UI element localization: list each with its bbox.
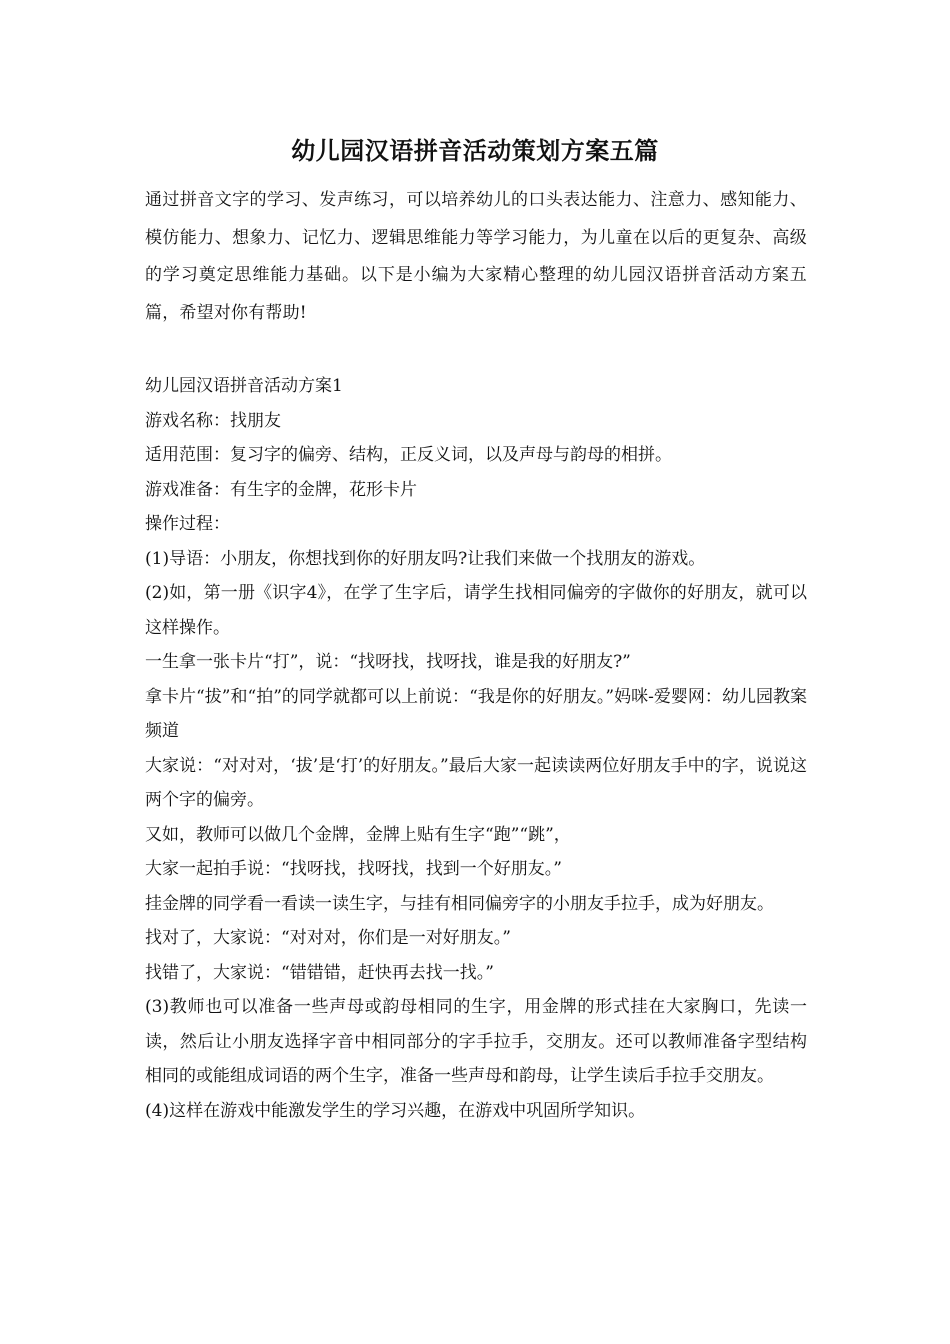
paragraph: 又如，教师可以做几个金牌，金牌上贴有生字“跑”“跳”，: [145, 824, 571, 845]
intro-paragraph: 通过拼音文字的学习、发声练习，可以培养幼儿的口头表达能力、注意力、感知能力、模仿能力、想象力、记忆力、逻辑思维能力等学习能力，为儿童在以后的更复杂、高级的学习奠定思维能力基础。以下是小编为大家精心整理的幼儿园汉语拼音活动方案五篇，希望对你有帮助!: [145, 190, 807, 323]
paragraph: 挂金牌的同学看一看读一读生字，与挂有相同偏旁字的小朋友手拉手，成为好朋友。: [145, 893, 774, 914]
procedure-step: (2)如，第一册《识字4》，在学了生字后，请学生找相同偏旁的字做你的好朋友，就可以这样操作。: [145, 583, 807, 638]
section-body: [145, 369, 807, 1128]
section-heading: 幼儿园汉语拼音活动方案1: [145, 376, 343, 396]
paragraph: 大家说：“对对对，‘拔’是‘打’的好朋友。”最后大家一起读读两位好朋友手中的字，说说这两个字的偏旁。: [145, 755, 807, 810]
game-preparation: 游戏准备：有生字的金牌，花形卡片: [145, 479, 417, 500]
game-scope: 适用范围：复习字的偏旁、结构，正反义词，以及声母与韵母的相拼。: [145, 445, 672, 465]
game-name: 游戏名称：找朋友: [145, 410, 281, 431]
paragraph: 拿卡片“拔”和“拍”的同学就都可以上前说：“我是你的好朋友。”妈咪-爱婴网：幼儿园教案频道: [145, 686, 807, 741]
procedure-heading: 操作过程：: [145, 514, 230, 534]
document-title: 幼儿园汉语拼音活动策划方案五篇: [291, 136, 659, 165]
procedure-step: (3)教师也可以准备一些声母或韵母相同的生字，用金牌的形式挂在大家胸口，先读一读，然后让小朋友选择字音中相同部分的字手拉手，交朋友。还可以教师准备字型结构相同的或能组成词语的两个生字，准备一些声母和韵母，让学生读后手拉手交朋友。: [145, 997, 807, 1086]
paragraph: 一生拿一张卡片“打”，说：“找呀找，找呀找，谁是我的好朋友?”: [145, 652, 631, 672]
paragraph: 找对了，大家说：“对对对，你们是一对好朋友。”: [145, 928, 511, 948]
procedure-step: (4)这样在游戏中能激发学生的学习兴趣，在游戏中巩固所学知识。: [145, 1100, 646, 1121]
paragraph: 找错了，大家说：“错错错，赶快再去找一找。”: [145, 962, 494, 983]
document-body: [145, 182, 807, 1128]
paragraph: 大家一起拍手说：“找呀找，找呀找，找到一个好朋友。”: [145, 859, 562, 879]
procedure-step: (1)导语：小朋友，你想找到你的好朋友吗?让我们来做一个找朋友的游戏。: [145, 548, 706, 569]
